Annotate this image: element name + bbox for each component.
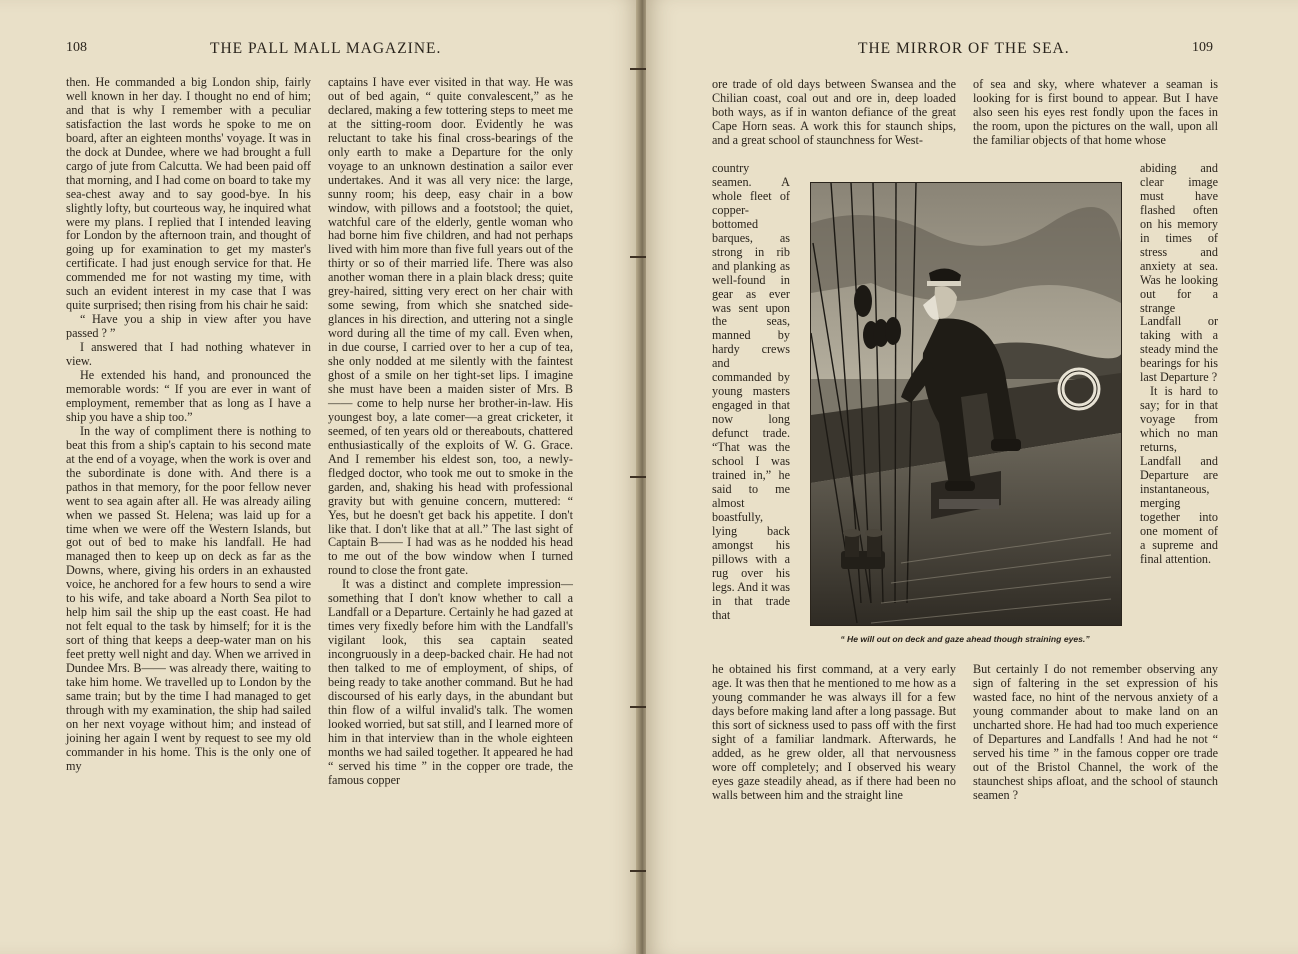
right-column-1-top: [712, 78, 956, 174]
paragraph: But certainly I do not remember observing any sign of faltering in the set expression of his wasted face, no hint of the nervous anxiety of a young commander about to make land on an uncharted shore. He had had too much experience of Departures and Landfalls ! And had he not “ served his time ” in the famous copper ore trade out of the Bristol Channel, the work of the staunchest ships afloat, and the school of staunch seamen ?: [973, 663, 1218, 802]
paragraph: It is hard to say; for in that voyage from which no man returns, Landfall and Departure are instantaneous, merging together into one moment of a supreme and final attention.: [1140, 384, 1218, 566]
paragraph: ore trade of old days between Swansea and the Chilian coast, coal out and ore in, deep loaded both ways, as if in wanton defiance of the great Cape Horn seas. A work this for staunch ships, and a great school of staunchness for West-: [712, 78, 956, 147]
left-column-2: [328, 76, 573, 788]
paragraph: he obtained his first command, at a very early age. It was then that he mentioned to me how as a young commander he was always ill for a few days before making land after a long passage. But this sort of sickness used to pass off with the first sight of a familiar landmark. Afterwards, he added, as he grew older, all that nervousness wore off completely; and I observed his weary eyes gaze steadily ahead, as if there had been no walls between him and the straight line: [712, 663, 956, 802]
captain-on-deck-engraving: [811, 183, 1121, 625]
paragraph: He extended his hand, and pronounced the memorable words: “ If you are ever in want of employment, remember that as long as I have a ship you have a ship too.”: [66, 368, 311, 424]
right-column-2-top: [973, 78, 1218, 162]
illustration-caption: “ He will out on deck and gaze ahead though straining eyes.”: [840, 634, 1090, 644]
right-column-2-wrap: [1140, 162, 1218, 664]
left-page: [0, 0, 640, 954]
paragraph: abiding and clear image must have flashed often on his memory in times of stress and anxiety at sea. Was he looking out for a strange Landfall or taking with a steady mind the bearings for his last Departure ?: [1140, 162, 1218, 385]
paragraph: then. He commanded a big London ship, fairly well known in her day. I thought no end of him; and that is why I remember with a peculiar satisfaction the last words he spoke to me on board, after an eighteen months' voyage. It was in the dock at Dundee, where we had brought a full cargo of jute from Calcutta. We had been paid off that morning, and I had come on board to take my sea-chest away and to say good-bye. In his slightly lofty, but courteous way, he inquired what were my plans. I replied that I intended leaving for London by the afternoon train, and thought of going up for examination to get my master's certificate. I had just enough service for that. He commended me for not wasting my time, with such an evident interest in my case that I was quite surprised; then rising from his chair he said:: [66, 75, 311, 313]
paragraph: It was a distinct and complete impression—something that I don't know whether to call a Landfall or a Departure. Certainly he had gazed at times very fixedly before him with the Landfall's vigilant look, this sea captain seated incongruously in a deep-backed chair. He had not then talked to me of employment, of ships, of being ready to take another command. But he had discoursed of his early days, in the abundant but thin flow of a wilful invalid's talk. The women looked worried, but sat still, and I learned more of him in that interview than in the whole eighteen months we had sailed together. It appeared he had “ served his time ” in the copper ore trade, the famous copper: [328, 577, 573, 787]
right-column-1-wrap: [712, 162, 790, 664]
running-head-right: THE MIRROR OF THE SEA.: [858, 40, 1070, 57]
paragraph: country seamen. A whole fleet of copper-bottomed barques, as strong in rib and planking as well-found in gear as ever was sent upon the seas, manned by hardy crews and commanded by young masters engaged in that now long defunct trade. “That was the school I was trained in,” he said to me almost boastfully, lying back amongst his pillows with a rug over his legs. And it was in that trade that: [712, 162, 790, 622]
right-page: [646, 0, 1298, 954]
left-column-1: [66, 76, 311, 774]
paragraph: captains I have ever visited in that way. He was out of bed again, “ quite convalescent,” as he declared, making a few tottering steps to meet me at the sitting-room door. Evidently he was reluctant to take his final cross-bearings of the only earth to make a Departure for the only voyage to an unknown destination a sailor ever undertakes. And it was all very nice: the large, sunny room; his deep, easy chair in a bow window, with pillows and a footstool; the quiet, watchful care of the elderly, gentle woman who had borne him five children, and had not perhaps lived with him more than five full years out of the thirty or so of their married life. There was also another woman there in a plain black dress; quite grey-haired, sitting very erect on her chair with some sewing, from which she snatched side-glances in his direction, and uttering not a single word during all the time of my call. Even when, in due course, I carried over to her a cup of tea, she only nodded at me silently with the faintest ghost of a smile on her tight-set lips. I imagine she must have been a maiden sister of Mrs. B—— come to help nurse her brother-in-law. His youngest boy, a late comer—a great cricketer, it seemed, of ten years old or thereabouts, chattered enthusiastically of the exploits of W. G. Grace. And I remember his eldest son, too, a newly-fledged doctor, who took me out to smoke in the garden, and, shaking his head with professional gravity but with genuine concern, muttered: “ Yes, but he doesn't get back his appetite. I don't like that. I don't like that at all.” The last sight of Captain B—— I had was as he nodded his head to me out of the bow window when I turned round to close the front gate.: [328, 75, 573, 578]
paragraph: of sea and sky, where whatever a seaman is looking for is first bound to appear. But I have also seen his eyes rest fondly upon the faces in the room, upon the pictures on the wall, upon all the familiar objects of that home whose: [973, 78, 1218, 147]
right-column-2-bottom: [973, 663, 1218, 835]
running-head-left: THE PALL MALL MAGAZINE.: [210, 40, 442, 57]
right-column-1-bottom: [712, 663, 956, 835]
page-number-right: 109: [1192, 40, 1213, 55]
illustration-captain-on-deck: [810, 182, 1122, 626]
paragraph: “ Have you a ship in view after you have passed ? ”: [66, 312, 311, 341]
paragraph: I answered that I had nothing whatever in view.: [66, 340, 311, 369]
page-number-left: 108: [66, 40, 87, 55]
paragraph: In the way of compliment there is nothing to beat this from a ship's captain to his second mate at the end of a voyage, when the work is over and the subordinate is done with. And there is a pathos in that memory, for the poor fellow never went to sea again after all. He was already ailing when we passed St. Helena; was laid up for a time when we were off the Western Islands, but got out of bed to make his landfall. He had managed then to keep up on deck as far as the Downs, where, giving his orders in an exhausted voice, he anchored for a few hours to send a wire to his wife, and take aboard a North Sea pilot to help him sail the ship up the east coast. He had not felt equal to the task by himself; for it is the sort of thing that keeps a deep-water man on his feet pretty well night and day. When we arrived in Dundee Mrs. B—— was already there, waiting to take him home. We travelled up to London by the same train; but by the time I had managed to get through with my examination, the ship had sailed on her next voyage without him; and instead of joining her again I went by request to see my old commander in his home. This is the only one of my: [66, 423, 311, 773]
